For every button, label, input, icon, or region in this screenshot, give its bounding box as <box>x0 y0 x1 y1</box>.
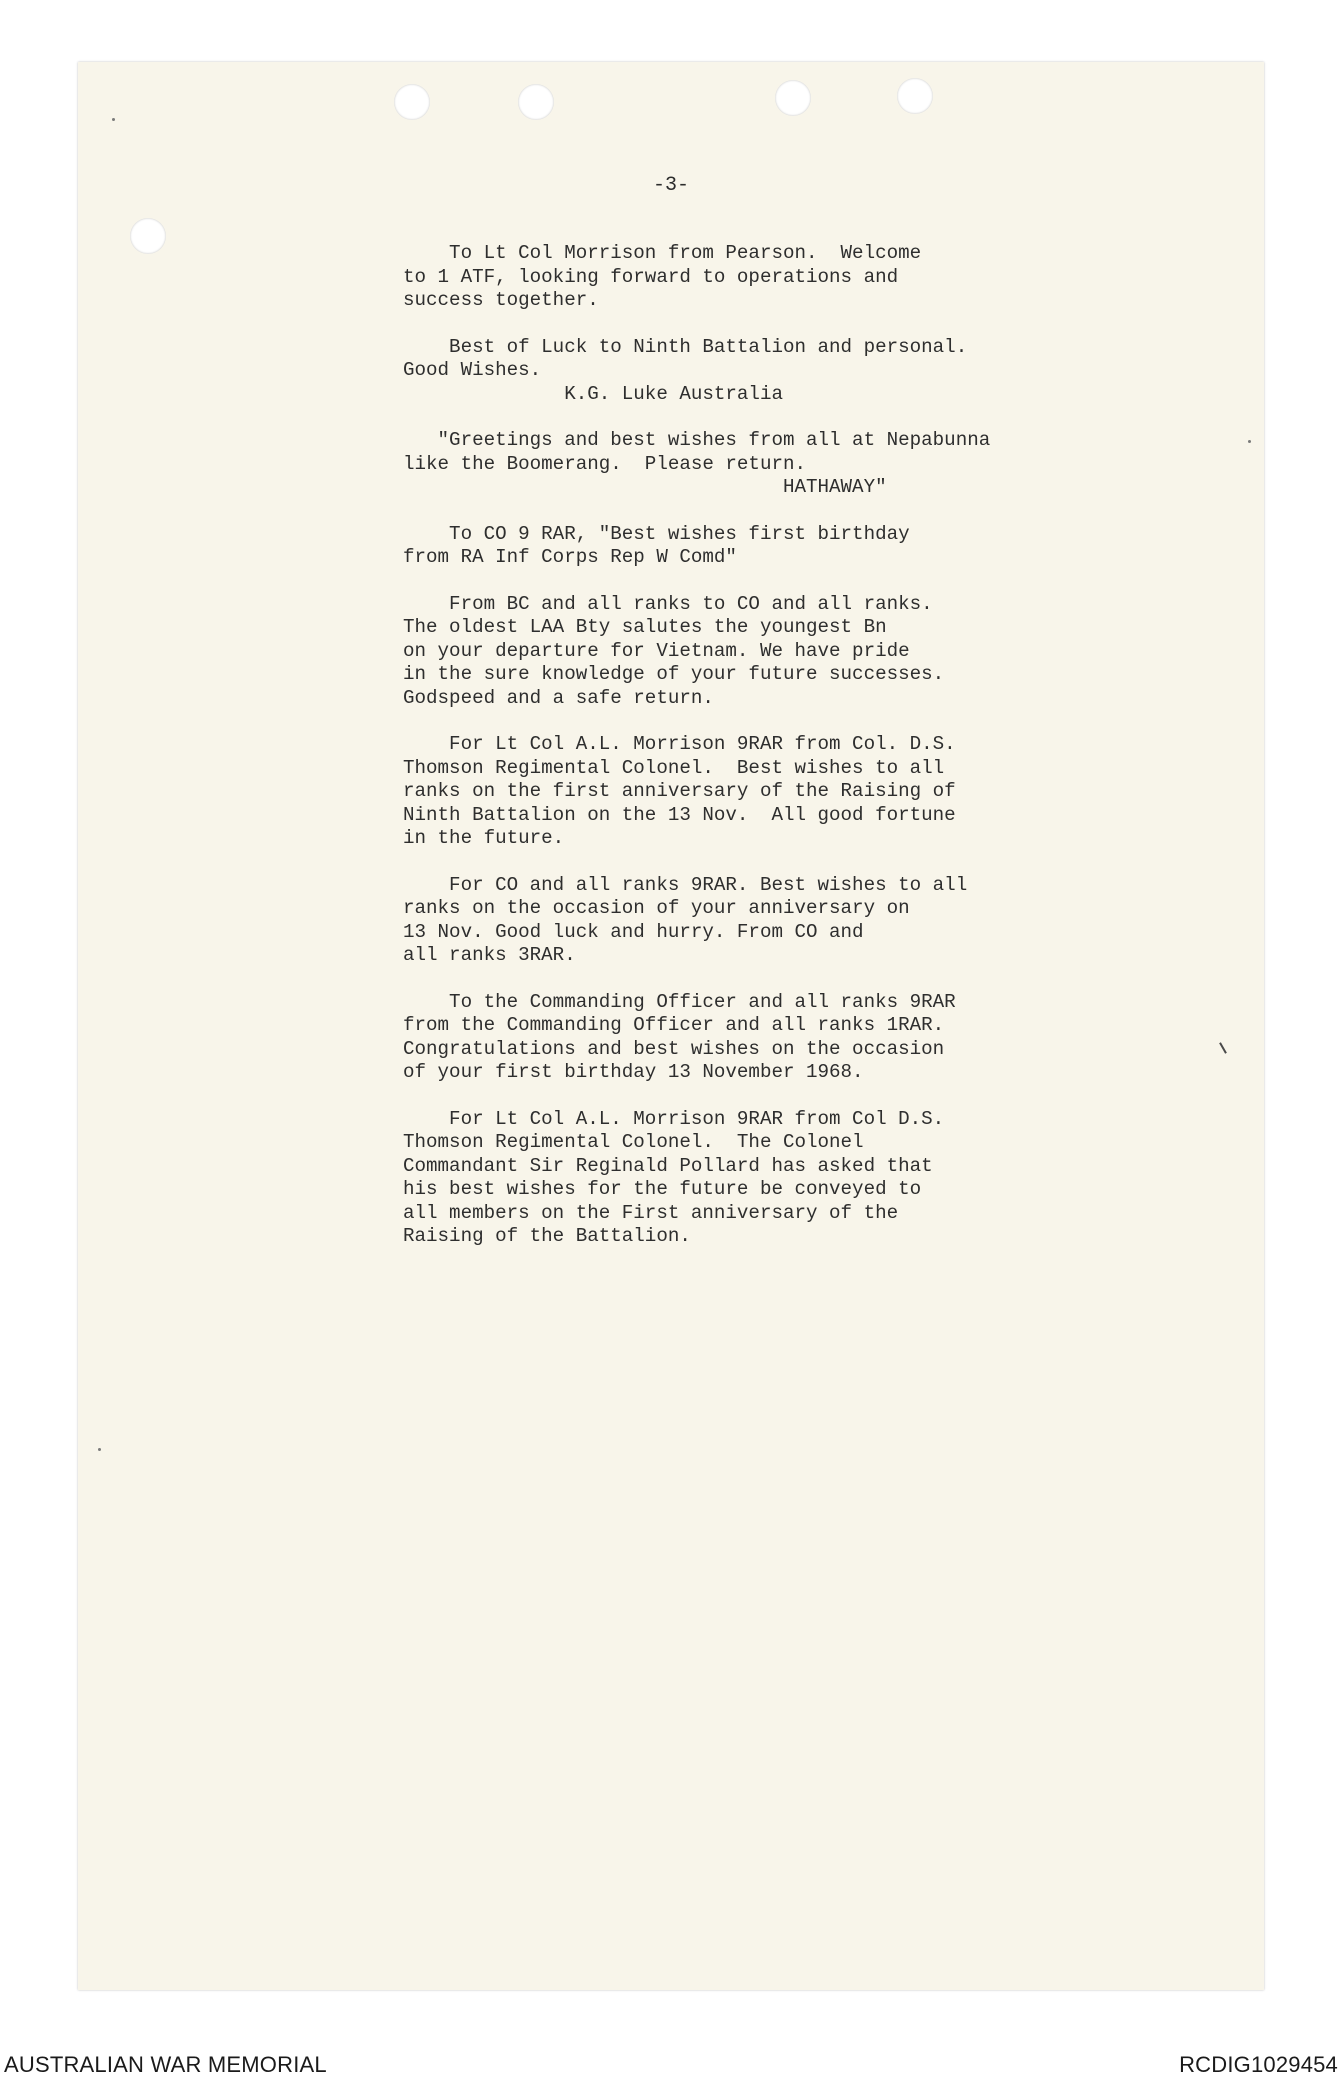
punch-hole <box>130 218 166 254</box>
text-line: Godspeed and a safe return. <box>403 686 714 709</box>
text-line: in the sure knowledge of your future successes. <box>403 663 945 685</box>
text-line: To CO 9 RAR, "Best wishes first birthday <box>403 522 910 545</box>
text-line: Good Wishes. <box>403 359 542 381</box>
text-line: K.G. Luke Australia <box>403 382 783 405</box>
text-line: The oldest LAA Bty salutes the youngest Bn <box>403 616 887 638</box>
text-line: Best of Luck to Ninth Battalion and personal. <box>403 335 968 358</box>
text-line: Ninth Battalion on the 13 Nov. All good fortune <box>403 803 956 826</box>
message-block <box>403 336 1123 407</box>
text-line: Raising of the Battalion. <box>403 1225 691 1247</box>
text-line: Commandant Sir Reginald Pollard has asked that <box>403 1154 933 1177</box>
paper-speck <box>1248 440 1251 443</box>
text-line: in the future. <box>403 827 565 849</box>
text-line: "Greetings and best wishes from all at Nepabunna <box>403 429 991 451</box>
page-number: -3- <box>652 174 689 197</box>
message-block <box>403 429 1123 500</box>
punch-hole <box>394 84 430 120</box>
footer-record-id: RCDIG1029454 <box>1179 2052 1338 2077</box>
punch-hole <box>518 84 554 120</box>
text-line: For Lt Col A.L. Morrison 9RAR from Col D.S. <box>403 1107 945 1130</box>
message-block <box>403 874 1123 968</box>
text-line: on your departure for Vietnam. We have pride <box>403 639 910 662</box>
text-line: For Lt Col A.L. Morrison 9RAR from Col. D.S. <box>403 733 956 755</box>
typed-messages <box>403 242 1123 1272</box>
text-line: HATHAWAY" <box>403 476 887 498</box>
paper-speck <box>98 1448 101 1451</box>
text-line: For CO and all ranks 9RAR. Best wishes to all <box>403 873 968 896</box>
message-block <box>403 733 1123 851</box>
text-line: ranks on the first anniversary of the Raising of <box>403 780 956 802</box>
punch-hole <box>897 78 933 114</box>
text-line: from RA Inf Corps Rep W Comd" <box>403 546 737 568</box>
stray-pen-mark <box>1219 1042 1227 1053</box>
text-line: all members on the First anniversary of the <box>403 1201 899 1224</box>
paper-speck <box>112 118 115 121</box>
document-page <box>78 62 1264 1990</box>
text-line: From BC and all ranks to CO and all ranks. <box>403 592 933 615</box>
message-block <box>403 242 1123 313</box>
text-line: To the Commanding Officer and all ranks 9RAR <box>403 990 956 1013</box>
message-block <box>403 991 1123 1085</box>
text-line: 13 Nov. Good luck and hurry. From CO and <box>403 920 864 943</box>
text-line: Thomson Regimental Colonel. Best wishes to all <box>403 756 945 779</box>
text-line: Thomson Regimental Colonel. The Colonel <box>403 1131 864 1153</box>
text-line: from the Commanding Officer and all ranks 1RAR. <box>403 1014 945 1036</box>
text-line: his best wishes for the future be conveyed to <box>403 1178 922 1200</box>
message-block <box>403 523 1123 570</box>
text-line: all ranks 3RAR. <box>403 944 576 966</box>
text-line: success together. <box>403 289 599 311</box>
text-line: ranks on the occasion of your anniversary on <box>403 897 910 919</box>
text-line: Congratulations and best wishes on the occasion <box>403 1037 945 1060</box>
footer-institution: AUSTRALIAN WAR MEMORIAL <box>4 2052 327 2077</box>
text-line: of your first birthday 13 November 1968. <box>403 1061 864 1083</box>
text-line: To Lt Col Morrison from Pearson. Welcome <box>403 242 922 264</box>
message-block <box>403 1108 1123 1249</box>
text-line: like the Boomerang. Please return. <box>403 452 807 475</box>
text-line: to 1 ATF, looking forward to operations and <box>403 265 899 288</box>
punch-hole <box>775 80 811 116</box>
message-block <box>403 593 1123 711</box>
